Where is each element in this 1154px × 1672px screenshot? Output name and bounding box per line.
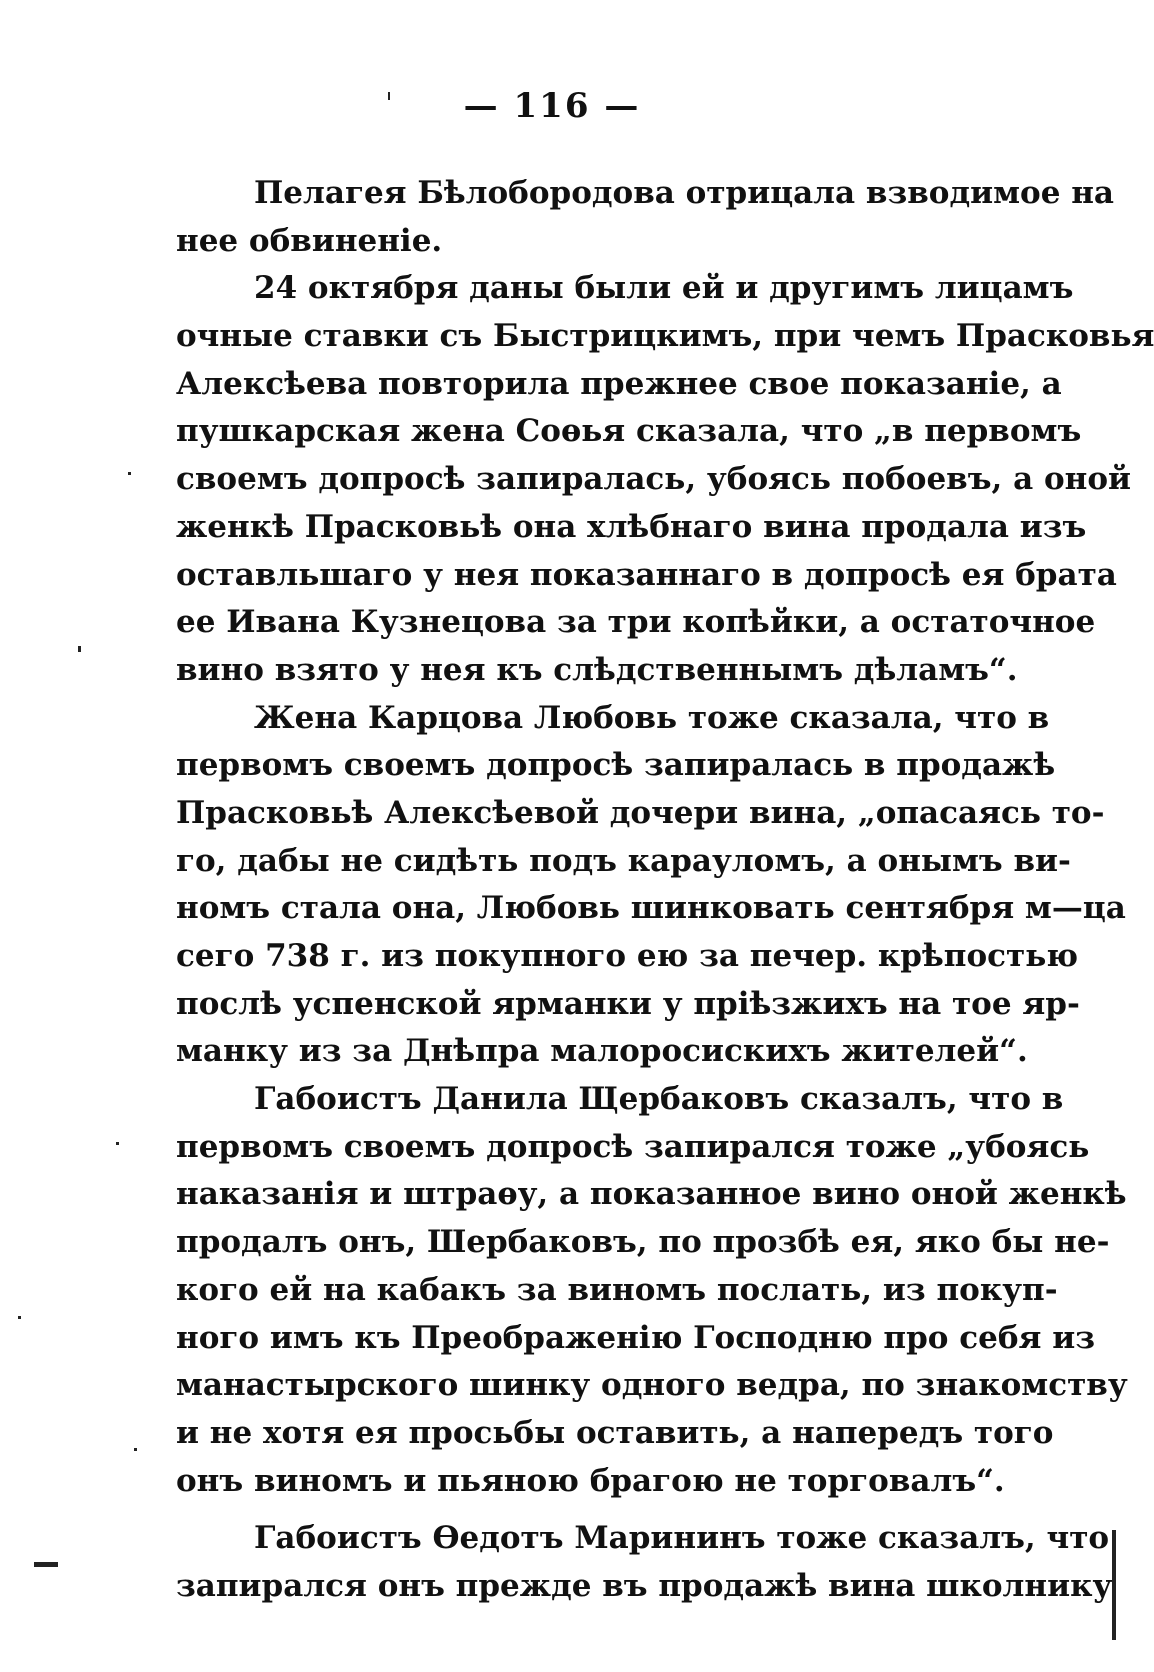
text-line: первомъ своемъ допросѣ запиралась в продажѣ bbox=[176, 747, 1056, 784]
text-line: послѣ успенской ярманки у пріѣзжихъ на тое яр- bbox=[176, 985, 1080, 1022]
text-line: и не хотя ея просьбы оставить, а напередъ того bbox=[176, 1414, 1054, 1451]
page-text bbox=[176, 170, 1154, 1611]
text-line: сего 738 г. из покупного ею за печер. крѣпостью bbox=[176, 938, 1079, 974]
text-line: кого ей на кабакъ за виномъ послать, из покуп- bbox=[176, 1271, 1058, 1308]
text-line: манку из за Днѣпра малоросискихъ жителей“. bbox=[176, 1033, 1028, 1070]
print-mark bbox=[1112, 1530, 1116, 1640]
text-line: Жена Карцова Любовь тоже сказала, что в bbox=[254, 699, 1050, 736]
text-line: первомъ своемъ допросѣ запирался тоже „убоясь bbox=[176, 1128, 1090, 1165]
print-mark bbox=[78, 646, 81, 652]
text-line: Пелагея Бѣлобородова отрицала взводимое на bbox=[254, 175, 1115, 211]
text-line: номъ стала она, Любовь шинковать сентября м—ца bbox=[176, 890, 1126, 927]
text-line: Алексѣева повторила прежнее свое показаніе, а bbox=[176, 365, 1062, 402]
text-line: онъ виномъ и пьяною брагою не торговалъ“. bbox=[176, 1462, 1005, 1499]
page-number: — 116 — bbox=[463, 86, 641, 126]
text-line: 24 октября даны были ей и другимъ лицамъ bbox=[254, 270, 1074, 307]
text-line: вино взято у нея къ слѣдственнымъ дѣламъ“. bbox=[176, 651, 1018, 688]
text-line: запирался онъ прежде въ продажѣ вина школнику bbox=[176, 1567, 1113, 1604]
text-line: оставльшаго у нея показаннаго в допросѣ ея брата bbox=[176, 556, 1117, 593]
print-mark bbox=[18, 1316, 21, 1319]
print-mark bbox=[134, 1448, 137, 1451]
text-line: Прасковьѣ Алексѣевой дочери вина, „опасаясь то- bbox=[176, 794, 1105, 831]
text-line: очные ставки съ Быстрицкимъ, при чемъ Прасковья bbox=[176, 318, 1154, 355]
text-line: своемъ допросѣ запиралась, убоясь побоевъ, а оной bbox=[176, 461, 1131, 498]
print-mark bbox=[116, 1142, 119, 1145]
print-mark bbox=[128, 472, 131, 475]
text-line: нее обвиненіе. bbox=[176, 222, 443, 259]
text-line: наказанія и штраѳу, а показанное вино оной женкѣ bbox=[176, 1176, 1127, 1213]
text-line: пушкарская жена Соѳья сказала, что „в первомъ bbox=[176, 413, 1082, 450]
print-mark bbox=[388, 92, 390, 100]
text-line: женкѣ Прасковьѣ она хлѣбнаго вина продала изъ bbox=[176, 508, 1087, 545]
text-line: Габоистъ Данила Щербаковъ сказалъ, что в bbox=[254, 1081, 1064, 1118]
text-line: манастырского шинку одного ведра, по знакомству bbox=[176, 1367, 1128, 1404]
text-line: Габоистъ Ѳедотъ Марининъ тоже сказалъ, что bbox=[254, 1520, 1110, 1557]
text-line: ее Ивана Кузнецова за три копѣйки, а остаточное bbox=[176, 604, 1096, 641]
text-line: го, дабы не сидѣть подъ карауломъ, а онымъ ви- bbox=[176, 842, 1071, 879]
text-line: продалъ онъ, Шербаковъ, по прозбѣ ея, яко бы не- bbox=[176, 1224, 1110, 1261]
print-mark bbox=[34, 1562, 58, 1567]
text-line: ного имъ къ Преображенію Господню про себя из bbox=[176, 1319, 1095, 1356]
